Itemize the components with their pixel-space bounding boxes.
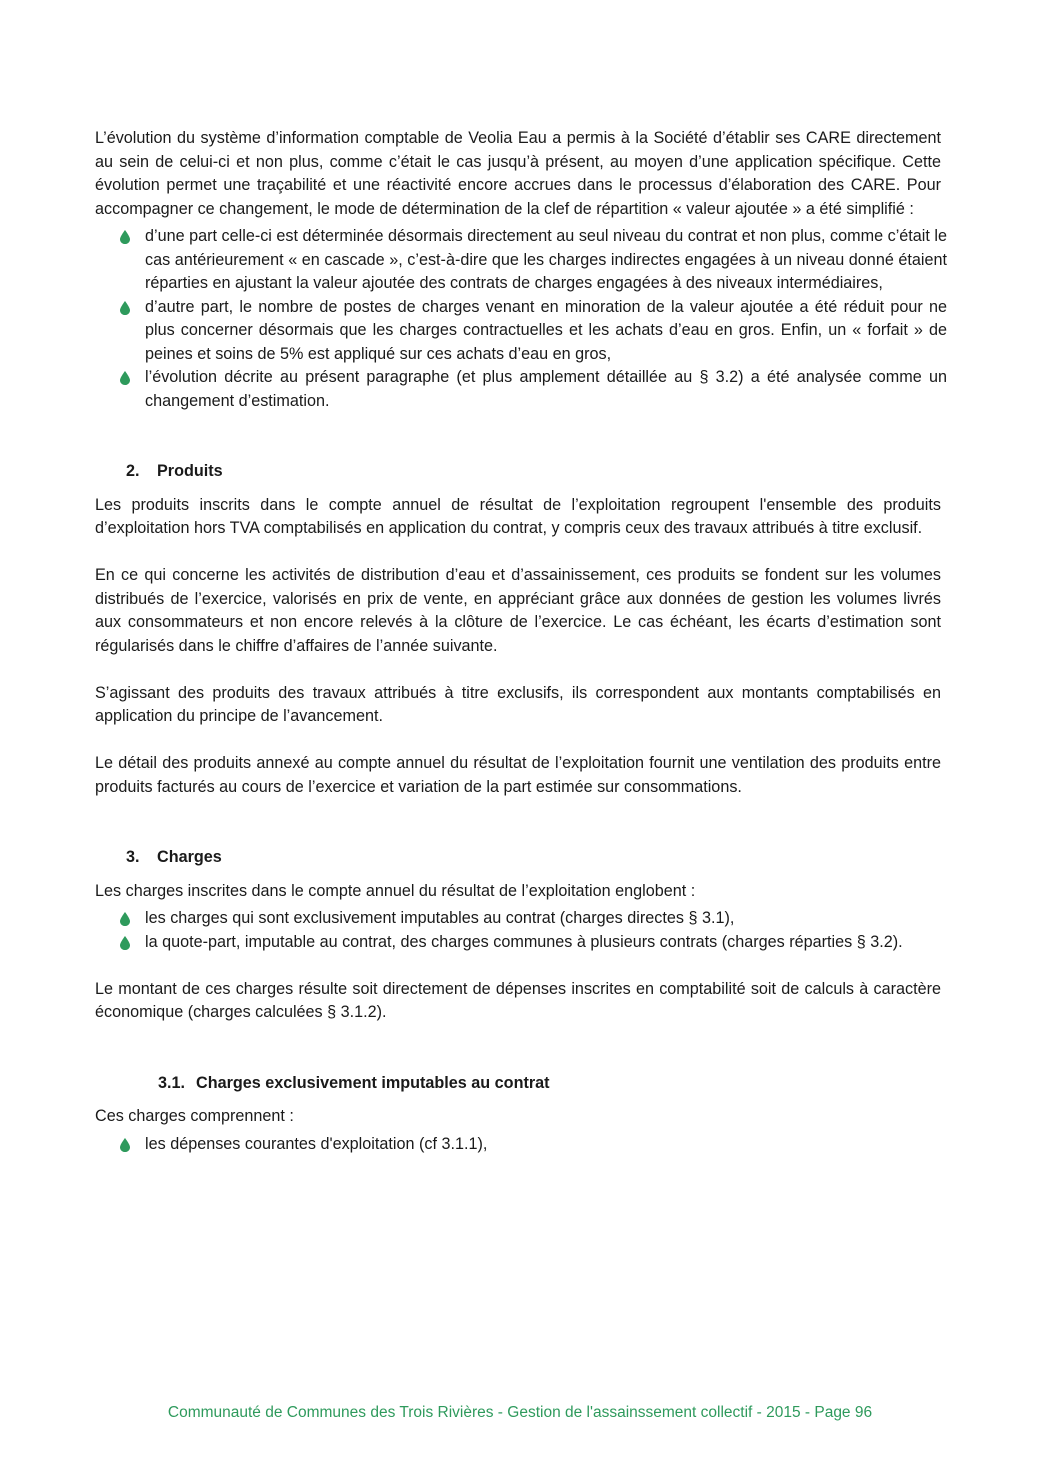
page-footer: Communauté de Communes des Trois Rivières - Gestion de l'assainssement collectif - 2015 - Page 96 xyxy=(167,1404,873,1421)
intro-bullet-list xyxy=(95,225,947,413)
spacer xyxy=(95,413,941,460)
water-drop-icon xyxy=(119,371,131,385)
section-number: 3.1. xyxy=(158,1073,186,1092)
list-item-text: d’une part celle-ci est déterminée désormais directement au seul niveau du contrat et non plus, comme c’était le cas antérieurement « en cascade », c’est-à-dire que les charges indirectes engagées à un niveau donné étaient réparties en ajustant la valeur ajoutée des contrats de charges engagées à des niveaux intermédiaires, xyxy=(145,227,947,292)
water-drop-icon xyxy=(119,230,131,244)
section-title: Produits xyxy=(157,462,223,480)
list-item xyxy=(95,366,947,413)
list-item xyxy=(95,296,947,367)
spacer xyxy=(95,799,941,846)
paragraph: S’agissant des produits des travaux attribués à titre exclusifs, ils correspondent aux montants comptabilisés en application du principe de l’avancement. xyxy=(95,683,941,725)
spacer xyxy=(95,1025,941,1072)
paragraph: Les charges inscrites dans le compte annuel du résultat de l’exploitation englobent : xyxy=(95,881,696,900)
list-item-text: d’autre part, le nombre de postes de charges venant en minoration de la valeur ajoutée a été réduit pour ne plus concerner désormais que les charges contractuelles et les achats d’eau en gros. Enfin, un « forfait » de peines et soins de 5% est appliqué sur ces achats d’eau en gros, xyxy=(145,297,947,363)
section-heading-charges xyxy=(95,846,941,870)
list-item xyxy=(95,1133,947,1157)
water-drop-icon xyxy=(119,912,131,926)
section-title: Charges exclusivement imputables au contrat xyxy=(196,1073,550,1092)
paragraph: En ce qui concerne les activités de distribution d’eau et d’assainissement, ces produits se fondent sur les volumes distribués de l’exercice, valorisés en prix de vente, en appréciant grâce aux données de gestion les volumes livrés aux consommateurs et non encore relevés à la clôture de l’exercice. Le cas échéant, les écarts d’estimation sont régularisés dans le chiffre d’affaires de l’année suivante. xyxy=(95,566,941,655)
list-item-text: la quote-part, imputable au contrat, des charges communes à plusieurs contrats (charges réparties § 3.2). xyxy=(145,932,903,951)
subsection-heading-charges-exclusives xyxy=(95,1072,941,1096)
paragraph: Le détail des produits annexé au compte annuel du résultat de l’exploitation fournit une ventilation des produits entre produits facturés au cours de l’exercice et variation de la part estimée sur consommations. xyxy=(95,754,941,796)
section-title: Charges xyxy=(157,848,222,866)
paragraph: Ces charges comprennent : xyxy=(95,1107,294,1125)
charges-bullet-list xyxy=(95,907,941,954)
intro-paragraph: L’évolution du système d’information comptable de Veolia Eau a permis à la Société d’établir ses CARE directement au sein de celui-ci et non plus, comme c’était le cas jusqu’à présent, au moyen d’une application spécifique. Cette évolution permet une traçabilité et une réactivité encore accrues dans le processus d’élaboration des CARE. Pour accompagner ce changement, le mode de détermination de la clef de répartition « valeur ajoutée » a été simplifié : xyxy=(95,129,941,218)
section-number: 2. xyxy=(126,462,140,480)
water-drop-icon xyxy=(119,936,131,950)
water-drop-icon xyxy=(119,301,131,315)
paragraph: Les produits inscrits dans le compte annuel de résultat de l’exploitation regroupent l'ensemble des produits d’exploitation hors TVA comptabilisés en application du contrat, y compris ceux des travaux attribués à titre exclusif. xyxy=(95,495,941,537)
paragraph: Le montant de ces charges résulte soit directement de dépenses inscrites en comptabilité soit de calculs à caractère économique (charges calculées § 3.1.2). xyxy=(95,979,941,1021)
water-drop-icon xyxy=(119,1138,131,1152)
charges-exclusives-bullet-list xyxy=(95,1133,941,1157)
list-item-text: l’évolution décrite au présent paragraphe (et plus amplement détaillée au § 3.2) a été analysée comme un changement d’estimation. xyxy=(145,368,947,410)
section-heading-produits xyxy=(95,460,941,484)
list-item xyxy=(95,225,947,296)
list-item xyxy=(95,907,947,931)
section-number: 3. xyxy=(126,848,140,866)
list-item-text: les dépenses courantes d'exploitation (cf 3.1.1), xyxy=(145,1134,488,1153)
list-item-text: les charges qui sont exclusivement imputables au contrat (charges directes § 3.1), xyxy=(145,909,735,927)
page-content xyxy=(95,127,947,1156)
list-item xyxy=(95,931,947,955)
